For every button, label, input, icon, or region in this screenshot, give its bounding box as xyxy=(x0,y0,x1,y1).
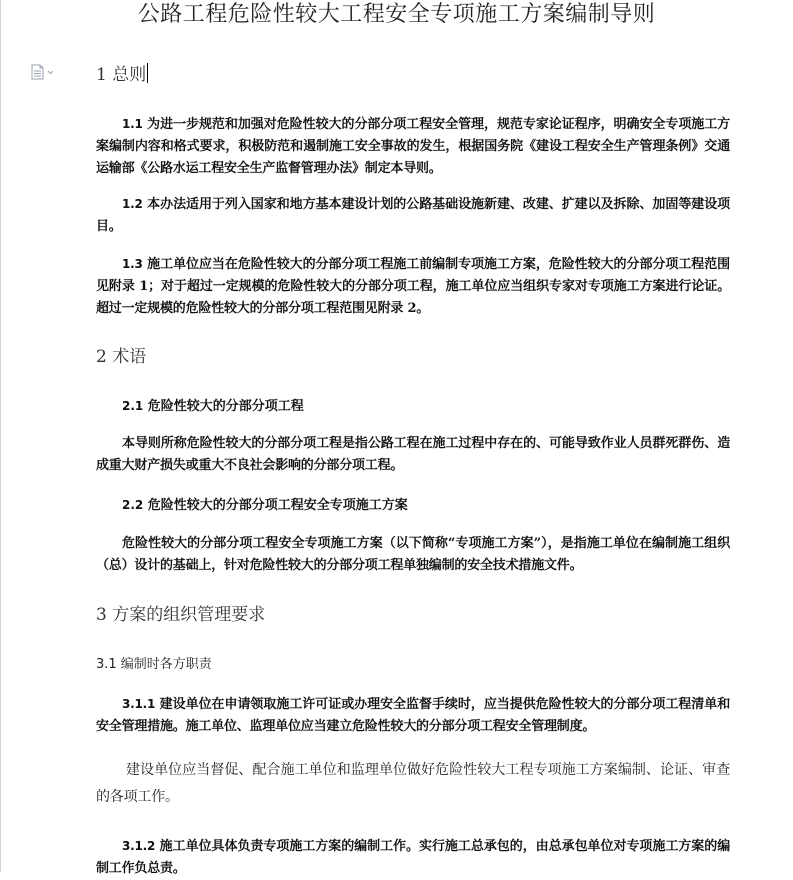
subheading-text: 危险性较大的分部分项工程 xyxy=(147,399,304,414)
document-title: 公路工程危险性较大工程安全专项施工方案编制导则 xyxy=(137,2,656,27)
clause-number: 3.1.2 xyxy=(122,839,156,853)
subheading-3-1: 3.1 编制时各方职责 xyxy=(96,657,212,672)
paragraph-3-1-1 xyxy=(96,693,730,738)
clause-number: 3.1.1 xyxy=(122,697,156,711)
section-heading-3: 3 方案的组织管理要求 xyxy=(96,605,266,625)
paragraph-text: 建设单位在申请领取施工许可证或办理安全监督手续时，应当提供危险性较大的分部分项工程清单和安全管理措施。施工单位、监理单位应当建立危险性较大的分部分项工程安全管理制度。 xyxy=(96,697,731,734)
paragraph-text: 施工单位应当在危险性较大的分部分项工程施工前编制专项施工方案，危险性较大的分部分项工程范围见附录 1；对于超过一定规模的危险性较大的分部分项工程，施工单位应当组织专家对专项施工方案进行论证。超过一定规模的危险性较大的分部分项工程范围见附录 2。 xyxy=(96,257,730,316)
clause-number: 1.1 xyxy=(122,117,143,131)
paragraph-1-1 xyxy=(96,113,730,180)
section-heading-1-text: 1 总则 xyxy=(96,65,147,85)
clause-number: 2.1 xyxy=(122,399,144,413)
paragraph-1-2 xyxy=(96,193,730,238)
paragraph-3-1-1-continued: 建设单位应当督促、配合施工单位和监理单位做好危险性较大工程专项施工方案编制、论证、审查的各项工作。 xyxy=(96,762,730,805)
subheading-text: 危险性较大的分部分项工程安全专项施工方案 xyxy=(147,498,408,513)
paragraph-text: 为进一步规范和加强对危险性较大的分部分项工程安全管理，规范专家论证程序，明确安全专项施工方案编制内容和格式要求，积极防范和遏制施工安全事故的发生，根据国务院《建设工程安全生产管理条例》交通运输部《公路水运工程安全生产监督管理办法》制定本导则。 xyxy=(96,117,730,176)
text-cursor xyxy=(147,63,148,83)
paragraph-text: 本办法适用于列入国家和地方基本建设计划的公路基础设施新建、改建、扩建以及拆除、加固等建设项目。 xyxy=(96,197,730,234)
paragraph-1-3 xyxy=(96,253,730,320)
subheading-2-1 xyxy=(122,397,304,416)
paragraph-2-2: 危险性较大的分部分项工程安全专项施工方案（以下简称“专项施工方案”），是指施工单位在编制施工组织（总）设计的基础上，针对危险性较大的分部分项工程单独编制的安全技术措施文件。 xyxy=(96,536,730,573)
document-outline-icon[interactable] xyxy=(30,64,56,80)
section-heading-2: 2 术语 xyxy=(96,347,147,367)
clause-number: 1.3 xyxy=(122,257,143,271)
paragraph-2-1: 本导则所称危险性较大的分部分项工程是指公路工程在施工过程中存在的、可能导致作业人员群死群伤、造成重大财产损失或重大不良社会影响的分部分项工程。 xyxy=(96,436,730,473)
paragraph-3-1-2 xyxy=(96,835,730,880)
clause-number: 1.2 xyxy=(122,197,143,211)
page-left-border xyxy=(0,0,1,872)
section-heading-1 xyxy=(96,63,148,86)
paragraph-text: 施工单位具体负责专项施工方案的编制工作。实行施工总承包的，由总承包单位对专项施工方案的编制工作负总责。 xyxy=(96,839,731,876)
clause-number: 2.2 xyxy=(122,498,144,512)
subheading-2-2 xyxy=(122,496,408,515)
